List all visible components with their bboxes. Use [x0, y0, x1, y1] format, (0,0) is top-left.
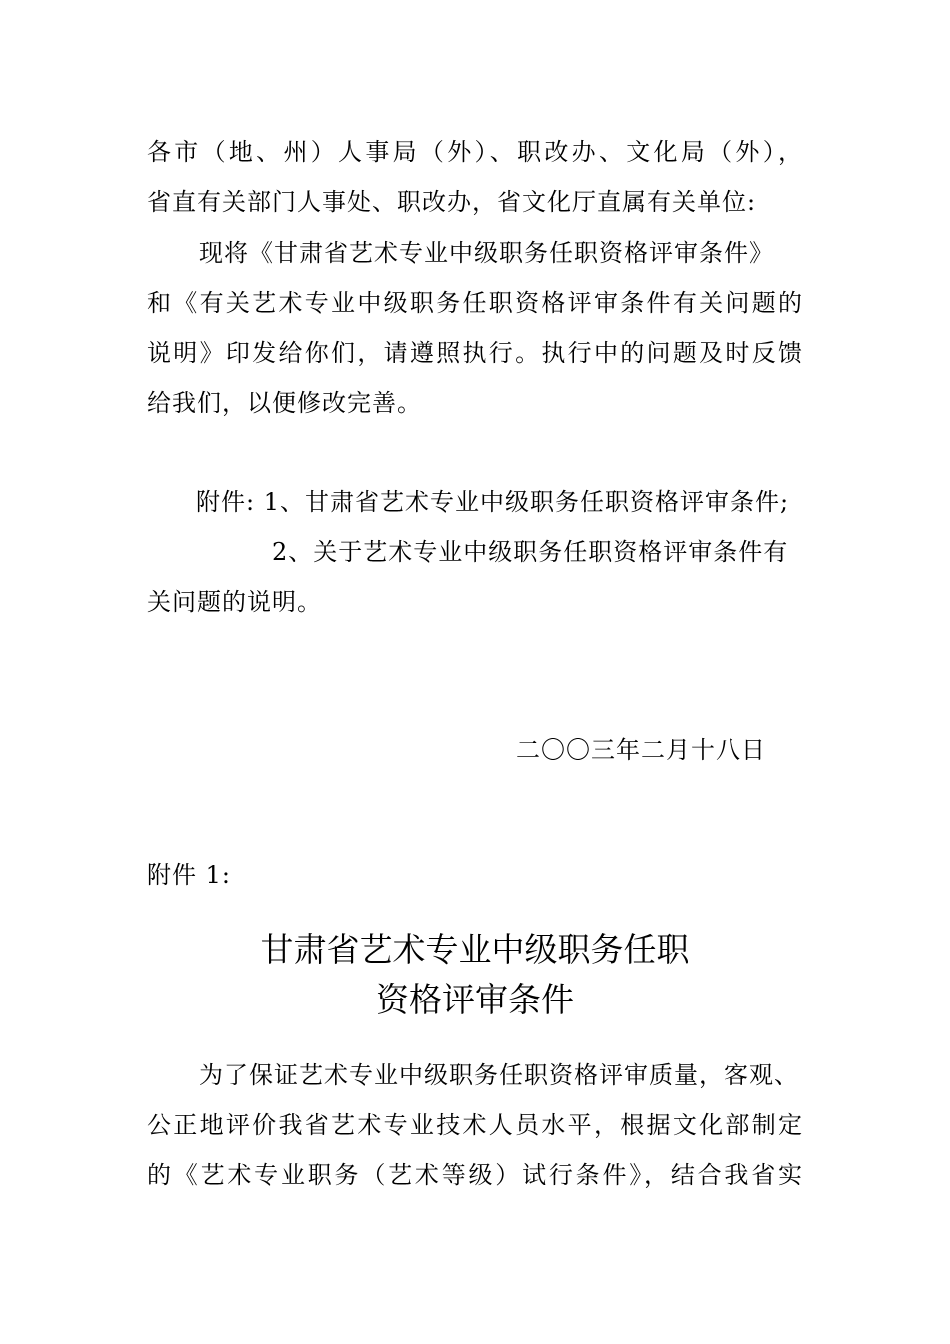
body-line-3: 说明》印发给你们，请遵照执行。执行中的问题及时反馈 [147, 339, 803, 367]
addressee-line-1: 各市（地、州）人事局（外）、职改办、文化局（外）， [147, 138, 803, 166]
intro-line-1: 为了保证艺术专业中级职务任职资格评审质量，客观、 [199, 1061, 799, 1089]
intro-line-2: 公正地评价我省艺术专业技术人员水平，根据文化部制定 [147, 1111, 803, 1139]
body-line-1: 现将《甘肃省艺术专业中级职务任职资格评审条件》 [199, 239, 774, 267]
attachment-item-2-line-2: 关问题的说明。 [147, 588, 322, 616]
intro-line-3: 的《艺术专业职务（艺术等级）试行条件》，结合我省实 [147, 1161, 803, 1189]
attachment-1-label: 附件 1: [147, 861, 231, 889]
attachment-item-2-line-1: 2、关于艺术专业中级职务任职资格评审条件有 [272, 538, 789, 566]
issue-date: 二〇〇三年二月十八日 [516, 736, 766, 764]
body-line-2: 和《有关艺术专业中级职务任职资格评审条件有关问题的 [147, 289, 803, 317]
attachment-item-1: 附件: 1、甘肃省艺术专业中级职务任职资格评审条件; [196, 488, 790, 516]
addressee-line-2: 省直有关部门人事处、职改办，省文化厅直属有关单位: [147, 188, 757, 216]
attachment-1-title-line-1: 甘肃省艺术专业中级职务任职 [260, 930, 690, 969]
attachment-1-title-line-2: 资格评审条件 [376, 980, 574, 1019]
body-line-4: 给我们，以便修改完善。 [147, 389, 422, 417]
